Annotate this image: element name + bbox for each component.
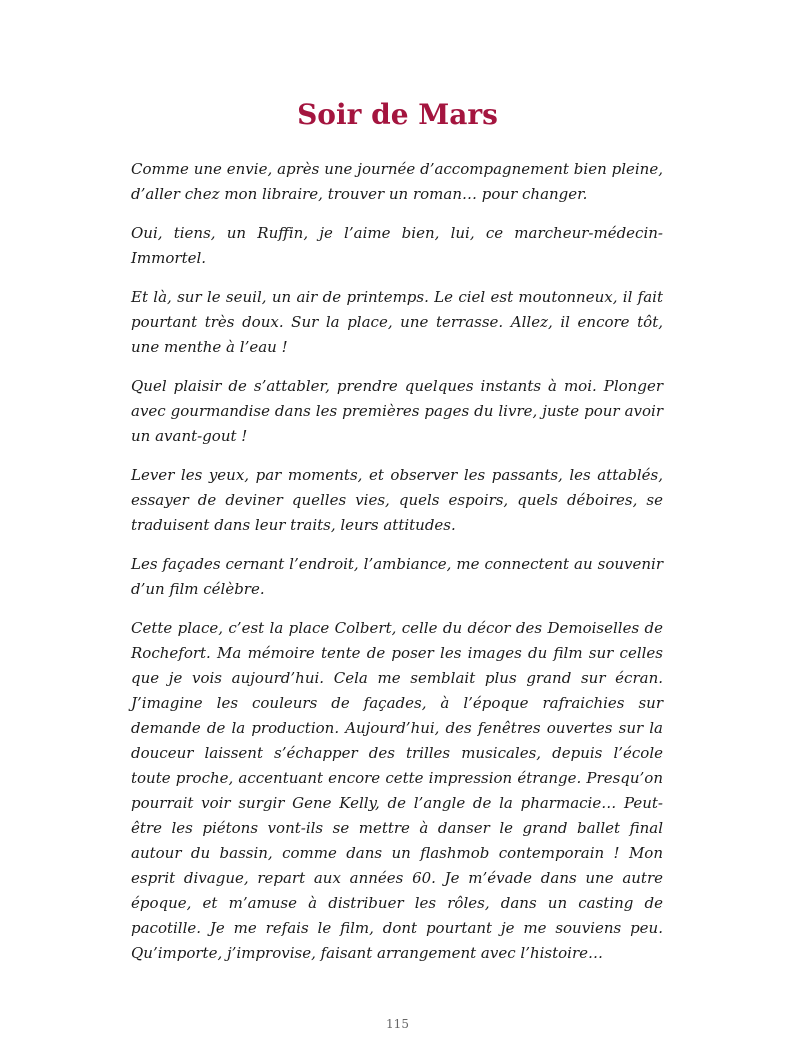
paragraph: Quel plaisir de s’attabler, prendre quelques instants à moi. Plonger avec gourmandise dans les premières pages du livre, juste pour avoir un avant-gout ! — [131, 377, 663, 445]
paragraph: Oui, tiens, un Ruffin, je l’aime bien, lui, ce marcheur-médecin-Immortel. — [131, 224, 663, 267]
page-number: 115 — [386, 1017, 409, 1031]
paragraph: Lever les yeux, par moments, et observer les passants, les attablés, essayer de deviner quelles vies, quels espoirs, quels déboires, se traduisent dans leur traits, leurs attitudes. — [131, 466, 663, 534]
paragraph: Les façades cernant l’endroit, l’ambiance, me connectent au souvenir d’un film célèbre. — [131, 555, 663, 598]
paragraph: Et là, sur le seuil, un air de printemps. Le ciel est moutonneux, il fait pourtant très doux. Sur la place, une terrasse. Allez, il encore tôt, une menthe à l’eau ! — [131, 288, 663, 356]
chapter-title: Soir de Mars — [297, 98, 498, 131]
chapter-body — [131, 157, 663, 980]
paragraph: Comme une envie, après une journée d’accompagnement bien pleine, d’aller chez mon libraire, trouver un roman… pour changer. — [131, 160, 663, 203]
paragraph: Cette place, c’est la place Colbert, celle du décor des Demoiselles de Rochefort. Ma mémoire tente de poser les images du film sur celles que je vois aujourd’hui. Cela me semblait plus grand sur écran. J’imagine les couleurs de façades, à l’époque rafraichies sur demande de la production. Aujourd’hui, des fenêtres ouvertes sur la douceur laissent s’échapper des trilles musicales, depuis l’école toute proche, accentuant encore cette impression étrange. Presqu’on pourrait voir surgir Gene Kelly, de l’angle de la pharmacie… Peut-être les piétons vont-ils se mettre à danser le grand ballet final autour du bassin, comme dans un flashmob contemporain ! Mon esprit divague, repart aux années 60. Je m’évade dans une autre époque, et m’amuse à distribuer les rôles, dans un casting de pacotille. Je me refais le film, dont pourtant je me souviens peu. Qu’importe, j’improvise, faisant arrangement avec l’histoire… — [131, 619, 663, 962]
